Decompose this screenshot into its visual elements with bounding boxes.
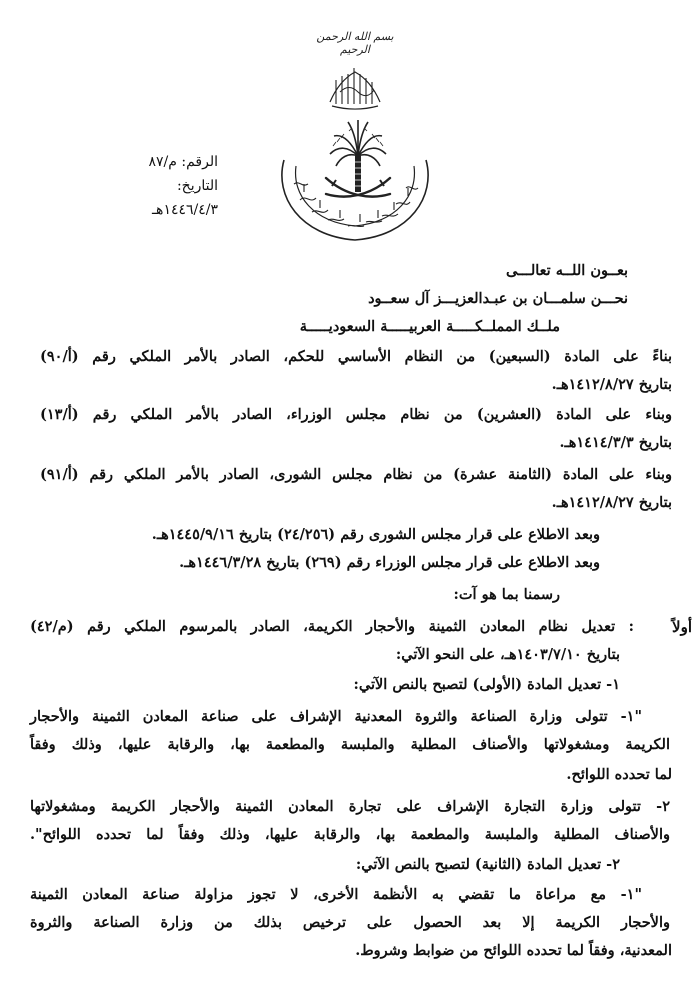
reference-number: الرقم: م/٨٧	[148, 154, 218, 170]
item-1-line-4: ٢- تتولى وزارة التجارة الإشراف على تجارة المعادن الثمينة والأحجار الكريمة ومشغولاتها	[30, 798, 670, 815]
preamble-3b: بتاريخ ١٤١٢/٨/٢٧هـ.	[551, 494, 672, 511]
kingdom-banner-calligraphy-icon	[270, 156, 440, 244]
item-1-line-5: والأصناف المطلية والملبسة والمطعمة بها، والرقابة عليها، وذلك وفقاً لما تحدده اللوائح".	[30, 826, 670, 843]
article-one-line-1: : تعديل نظام المعادن الثمينة والأحجار الكريمة، الصادر بالمرسوم الملكي رقم (م/٤٢)	[30, 618, 634, 635]
reference-block	[108, 150, 218, 222]
preamble-1a: بناءً على المادة (السبعين) من النظام الأساسي للحكم، الصادر بالأمر الملكي رقم (أ/٩٠)	[40, 348, 672, 365]
preamble-4: وبعد الاطلاع على قرار مجلس الشورى رقم (٢٤/٢٥٦) بتاريخ ١٤٤٥/٩/١٦هـ.	[151, 526, 600, 543]
item-1-line-3: لما تحدده اللوائح.	[566, 766, 672, 783]
item-1-line-1: "١- تتولى وزارة الصناعة والثروة المعدنية الإشراف على صناعة المعادن الثمينة والأحجار	[30, 708, 642, 725]
preamble-5: وبعد الاطلاع على قرار مجلس الوزراء رقم (٢٦٩) بتاريخ ١٤٤٦/٣/٢٨هـ.	[179, 554, 600, 571]
preamble-2a: وبناء على المادة (العشرين) من نظام مجلس الوزراء، الصادر بالأمر الملكي رقم (أ/١٣)	[40, 406, 672, 423]
intro-line-3: ملــك المملــكـــــة العربيـــــة السعوديـــــة	[299, 318, 560, 335]
item-2-line-3: المعدنية، وفقاً لما تحدده اللوائح من ضوابط وشروط.	[355, 942, 672, 959]
intro-line-2: نحـــن سلمـــان بن عبـدالعزيـــز آل سعــود	[368, 290, 628, 307]
item-1-line-2: الكريمة ومشغولاتها والأصناف المطلية والملبسة والمطعمة بها، والرقابة عليها، وذلك وفقاً	[30, 736, 670, 753]
shahada-calligraphy-icon	[322, 58, 388, 114]
preamble-6: رسمنا بما هو آت:	[453, 586, 560, 603]
article-one-label: أولاً	[672, 618, 692, 636]
reference-date: التاريخ: ١٤٤٦/٤/٣هـ	[151, 178, 218, 218]
item-2-title: ٢- تعديل المادة (الثانية) لتصبح بالنص الآتي:	[355, 856, 620, 873]
basmala-calligraphy	[300, 30, 410, 56]
item-2-line-2: والأحجار الكريمة إلا بعد الحصول على ترخيص بذلك من وزارة الصناعة والثروة	[30, 914, 670, 931]
preamble-2b: بتاريخ ١٤١٤/٣/٣هـ.	[559, 434, 672, 451]
basmala-text: بسم الله الرحمن الرحيم	[316, 30, 394, 56]
item-1-title: ١- تعديل المادة (الأولى) لتصبح بالنص الآتي:	[353, 676, 620, 693]
item-2-line-1: "١- مع مراعاة ما تقضي به الأنظمة الأخرى، لا تجوز مزاولة صناعة المعادن الثمينة	[30, 886, 642, 903]
article-one-line-2: بتاريخ ١٤٠٣/٧/١٠هـ، على النحو الآتي:	[395, 646, 620, 663]
preamble-1b: بتاريخ ١٤١٢/٨/٢٧هـ.	[551, 376, 672, 393]
preamble-3a: وبناء على المادة (الثامنة عشرة) من نظام مجلس الشورى، الصادر بالأمر الملكي رقم (أ/٩١)	[40, 466, 672, 483]
intro-line-1: بعــون اللــه تعالـــى	[506, 262, 628, 279]
